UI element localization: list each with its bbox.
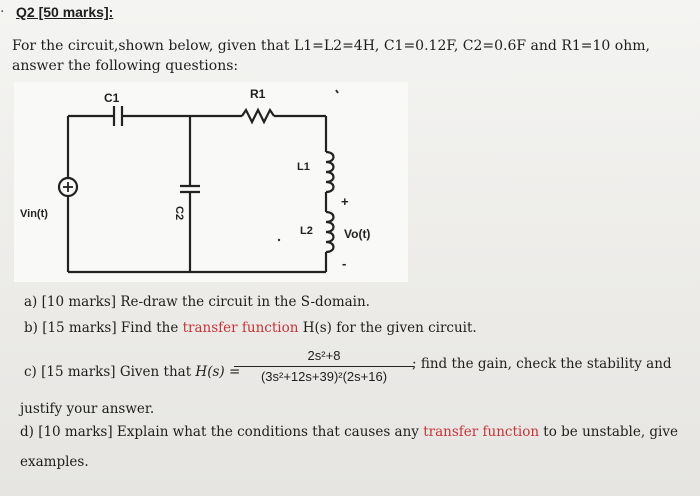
label-r1: R1 <box>250 87 266 101</box>
question-c-suffix: ; find the gain, check the stability and <box>412 356 672 372</box>
question-d-continuation: examples. <box>20 454 89 470</box>
question-d <box>20 424 678 440</box>
l2-inductor <box>326 212 334 252</box>
label-vout: Vo(t) <box>344 227 371 241</box>
label-l2: L2 <box>300 225 313 237</box>
r1-resistor <box>242 110 274 122</box>
label-minus: - <box>342 256 347 271</box>
transfer-function-link-2[interactable]: transfer function <box>423 424 540 440</box>
voltage-source <box>59 178 77 196</box>
question-b-suffix: H(s) for the given circuit. <box>298 320 477 336</box>
fraction-bar <box>234 366 414 367</box>
question-c-prefix-wrap <box>24 364 240 380</box>
question-d-prefix: d) [10 marks] Explain what the conditions that causes any <box>20 424 424 440</box>
question-a: a) [10 marks] Re-draw the circuit in the S-domain. <box>24 294 370 310</box>
question-b-prefix: b) [15 marks] Find the <box>24 320 183 336</box>
circuit-diagram <box>14 82 408 282</box>
question-d-suffix: to be unstable, give <box>539 424 678 440</box>
question-b <box>24 320 477 336</box>
bullet-mark: · <box>0 4 5 20</box>
label-c1: C1 <box>104 91 120 105</box>
h-of-s-label: H(s) = <box>195 364 241 380</box>
circuit-svg <box>14 82 408 282</box>
fraction-numerator: 2s²+8 <box>307 348 341 363</box>
fraction-denominator: (3s²+12s+39)²(2s+16) <box>260 369 388 384</box>
label-c2: C2 <box>173 206 185 221</box>
l1-inductor <box>326 152 334 192</box>
transfer-function-link[interactable]: transfer function <box>182 320 299 336</box>
intro-text: For the circuit,shown below, given that L1=L2=4H, C1=0.12F, C2=0.6F and R1=10 ohm, answer the following questions: <box>12 38 650 74</box>
circuit-wires <box>68 106 334 272</box>
label-plus: + <box>341 194 349 209</box>
question-c-prefix: c) [15 marks] Given that <box>24 364 196 380</box>
question-heading: Q2 [50 marks]: <box>16 4 114 20</box>
label-vin: Vin(t) <box>20 208 48 220</box>
fraction <box>234 348 414 385</box>
label-l1: L1 <box>297 161 310 173</box>
stray-mark <box>336 90 338 93</box>
question-c-continuation: justify your answer. <box>20 401 155 417</box>
stray-dot <box>278 239 280 241</box>
